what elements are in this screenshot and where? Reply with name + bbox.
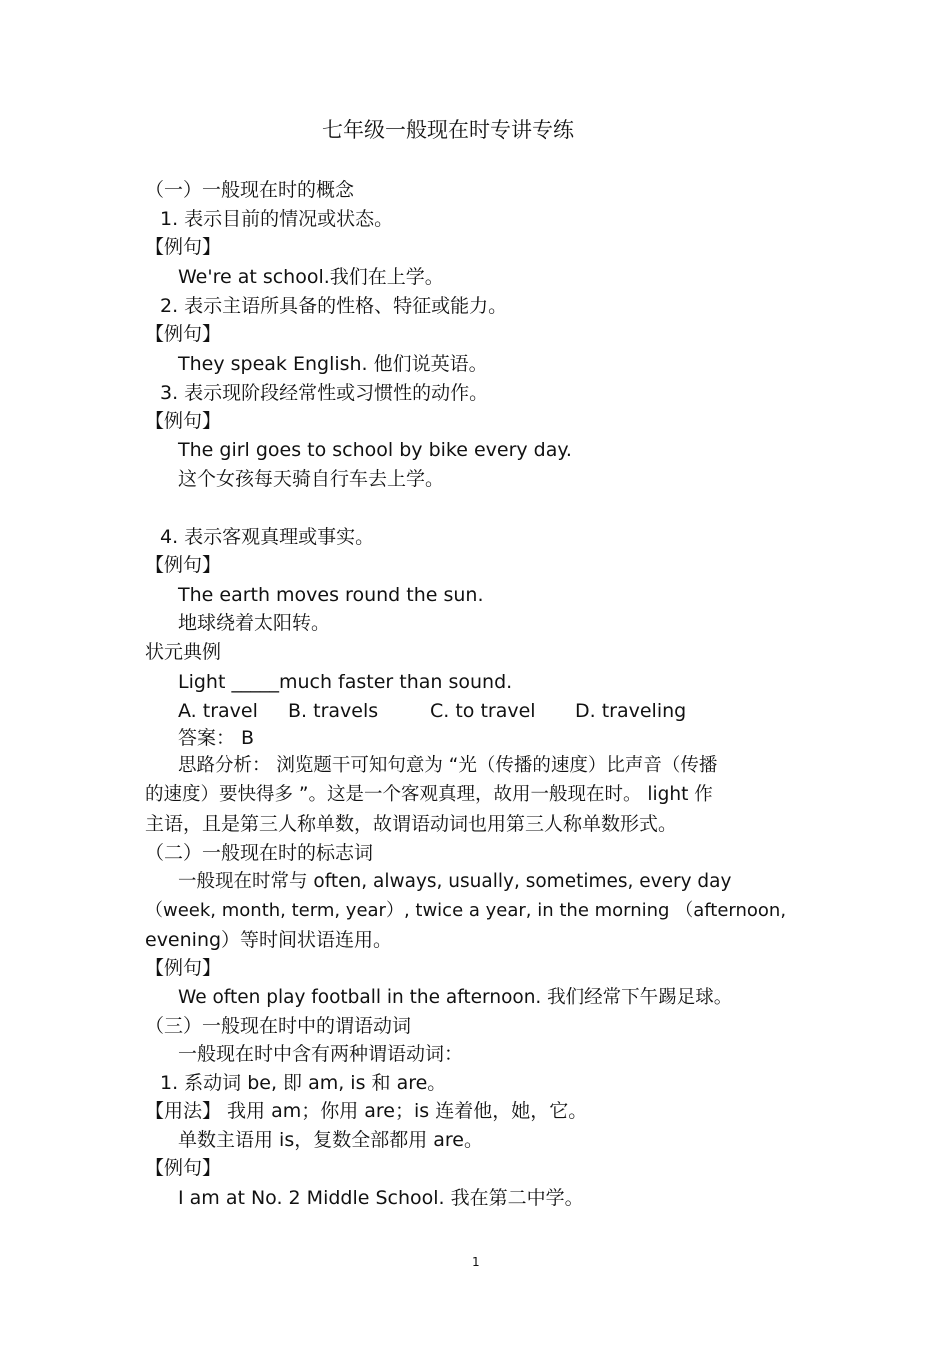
answer-line: 答案： B [178, 727, 255, 749]
option-c: C. to travel [430, 700, 536, 722]
analysis-line-3: 主语，且是第三人称单数，故谓语动词也用第三人称单数形式。 [145, 813, 678, 835]
example-label: 【例句】 [145, 236, 222, 258]
usage-item-4: 4. 表示客观真理或事实。 [160, 526, 375, 548]
signal-words-line-1: 一般现在时常与 often, always, usually, sometimes, every day [178, 871, 732, 892]
page-title: 七年级一般现在时专讲专练 [322, 118, 574, 142]
usage-item-2: 2. 表示主语所具备的性格、特征或能力。 [160, 295, 508, 317]
example-sentence: I am at No. 2 Middle School. 我在第二中学。 [178, 1187, 584, 1209]
example-sentence: We often play football in the afternoon. 我们经常下午踢足球。 [178, 987, 733, 1008]
example-label: 【例句】 [145, 410, 222, 432]
example-label: 【例句】 [145, 323, 222, 345]
usage-item-3: 3. 表示现阶段经常性或习惯性的动作。 [160, 382, 489, 404]
example-translation: 这个女孩每天骑自行车去上学。 [178, 468, 445, 490]
option-a: A. travel [178, 700, 258, 722]
example-sentence: The girl goes to school by bike every day. [178, 439, 572, 461]
signal-words-line-3: evening）等时间状语连用。 [145, 929, 393, 951]
model-example-heading: 状元典例 [145, 641, 222, 663]
example-label: 【例句】 [145, 1157, 222, 1179]
verb-type-1: 1. 系动词 be, 即 am, is 和 are。 [160, 1072, 447, 1094]
option-d: D. traveling [575, 700, 687, 722]
example-sentence: The earth moves round the sun. [178, 584, 484, 606]
usage-rule-continued: 单数主语用 is，复数全部都用 are。 [178, 1129, 483, 1151]
page-number: 1 [472, 1255, 480, 1269]
option-b: B. travels [288, 700, 379, 722]
predicate-verbs-intro: 一般现在时中含有两种谓语动词： [178, 1043, 464, 1065]
exercise-question: Light _____much faster than sound. [178, 671, 513, 693]
signal-words-line-2: （week, month, term, year）, twice a year, in the morning （afternoon, [145, 900, 787, 921]
analysis-line-2: 的速度）要快得多 ”。这是一个客观真理，故用一般现在时。 light 作 [145, 784, 713, 805]
usage-rule: 【用法】 我用 am；你用 are；is 连着他，她，它。 [145, 1100, 588, 1122]
example-sentence: We're at school.我们在上学。 [178, 266, 444, 288]
example-translation: 地球绕着太阳转。 [178, 612, 331, 634]
usage-item-1: 1. 表示目前的情况或状态。 [160, 208, 394, 230]
section-heading-concept: （一）一般现在时的概念 [145, 179, 355, 201]
section-heading-signal-words: （二）一般现在时的标志词 [145, 842, 374, 864]
analysis-line-1: 思路分析： 浏览题干可知句意为 “光（传播的速度）比声音（传播 [178, 755, 718, 776]
example-sentence: They speak English. 他们说英语。 [178, 353, 488, 375]
section-heading-predicate-verbs: （三）一般现在时中的谓语动词 [145, 1015, 412, 1037]
example-label: 【例句】 [145, 957, 222, 979]
example-label: 【例句】 [145, 554, 222, 576]
